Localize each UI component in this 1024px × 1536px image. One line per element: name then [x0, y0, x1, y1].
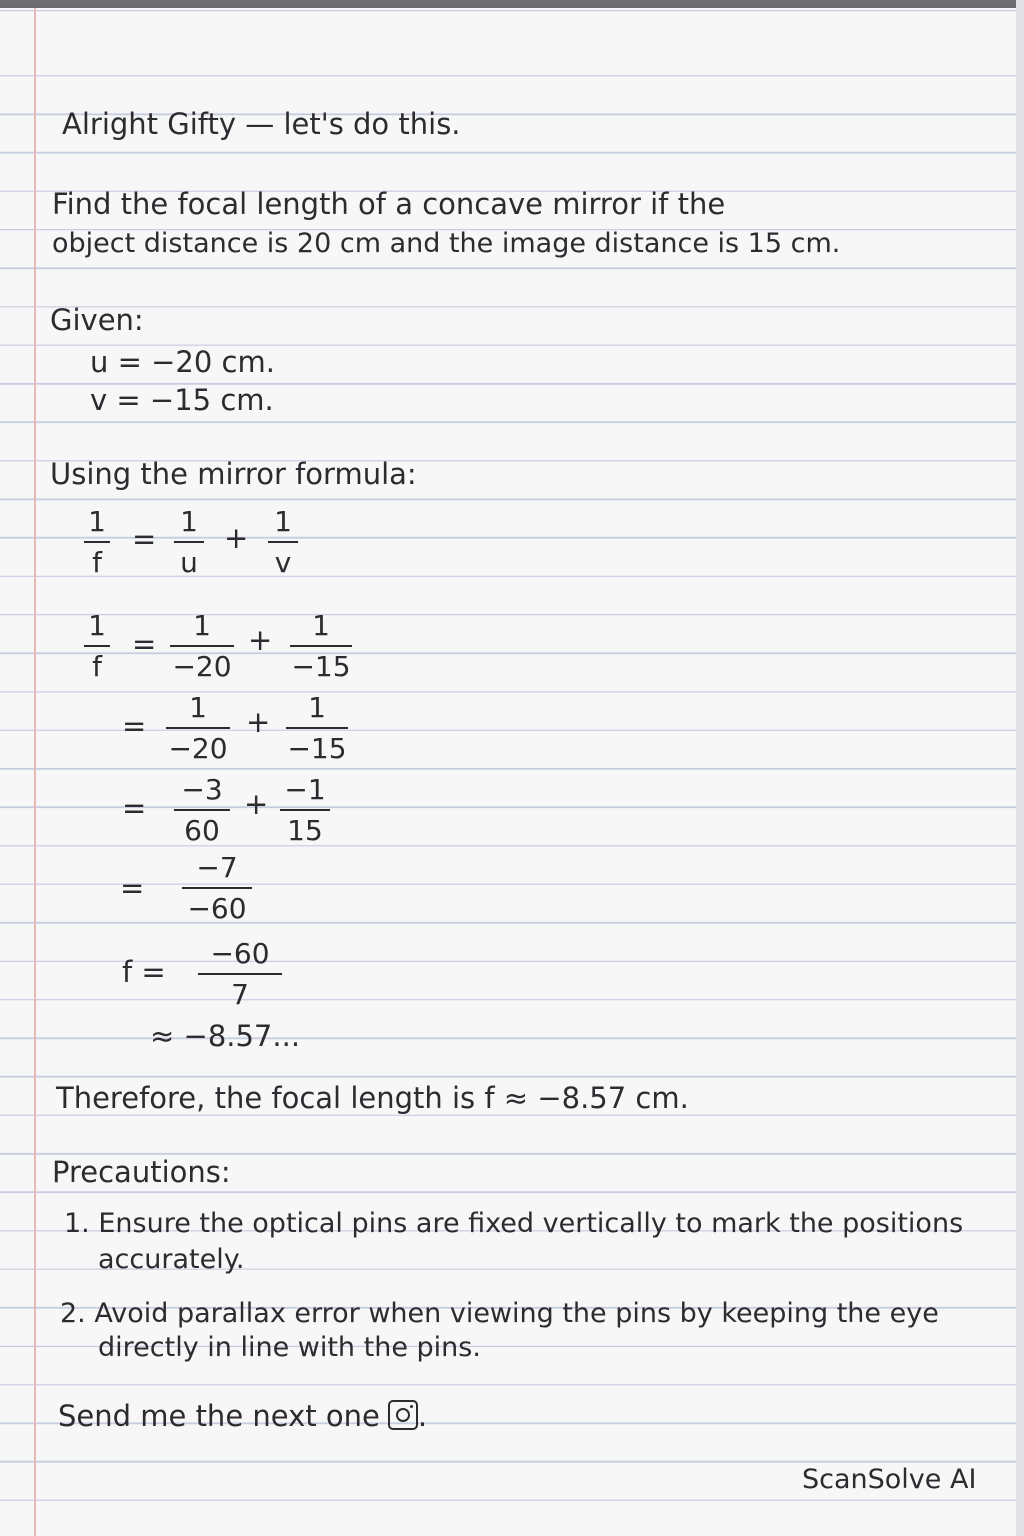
denominator: −60	[187, 892, 247, 925]
fraction-bar	[286, 727, 348, 729]
denominator: −15	[291, 650, 351, 683]
fraction-bar	[170, 645, 234, 647]
fraction-bar	[84, 541, 110, 543]
denominator: 7	[231, 978, 249, 1011]
numerator: 1	[312, 609, 330, 642]
plus-sign: +	[246, 705, 271, 739]
denominator: f	[92, 650, 102, 683]
equals-sign: =	[120, 871, 145, 905]
closing-text: Send me the next one	[58, 1399, 380, 1433]
numerator: −7	[196, 851, 238, 884]
given-u: u = −20 cm.	[90, 345, 275, 379]
numerator: 1	[189, 691, 207, 724]
fraction-bar	[268, 541, 298, 543]
camera-icon	[388, 1400, 418, 1430]
step2-fraction-2	[286, 691, 348, 765]
approx-value: ≈ −8.57...	[150, 1019, 301, 1053]
numerator: 1	[308, 691, 326, 724]
denominator: 60	[184, 814, 220, 847]
denominator: −20	[172, 650, 232, 683]
equals-sign: =	[132, 522, 157, 556]
greeting: Alright Gifty — let's do this.	[62, 107, 461, 141]
denominator: f	[92, 546, 102, 579]
page-edge	[1016, 0, 1024, 1536]
plus-sign: +	[248, 623, 273, 657]
margin-line	[34, 8, 36, 1536]
numerator: 1	[193, 609, 211, 642]
fraction-bar	[166, 727, 230, 729]
precaution-1-line-1: 1. Ensure the optical pins are fixed vertically to mark the positions	[64, 1208, 964, 1239]
plus-sign: +	[244, 787, 269, 821]
step1-fraction-2	[290, 609, 352, 683]
step1-fraction-1	[170, 609, 234, 683]
fraction-bar	[174, 541, 204, 543]
given-v: v = −15 cm.	[90, 383, 274, 417]
step4-fraction	[182, 851, 252, 925]
numerator: −1	[284, 773, 326, 806]
formula-v-fraction	[268, 505, 298, 579]
fraction-bar	[182, 887, 252, 889]
precaution-1-line-2: accurately.	[98, 1244, 245, 1275]
fraction-bar	[174, 809, 230, 811]
top-border	[0, 0, 1024, 8]
step1-lhs-fraction	[84, 609, 110, 683]
fraction-bar	[290, 645, 352, 647]
numerator: 1	[88, 609, 106, 642]
denominator: v	[274, 546, 292, 579]
denominator: u	[180, 546, 198, 579]
equals-sign: =	[122, 709, 147, 743]
fraction-bar	[84, 645, 110, 647]
denominator: 15	[287, 814, 323, 847]
step3-fraction-1	[174, 773, 230, 847]
plus-sign: +	[224, 521, 249, 555]
numerator: 1	[274, 505, 292, 538]
formula-lhs-fraction	[84, 505, 110, 579]
precaution-2-line-2: directly in line with the pins.	[98, 1332, 481, 1363]
equals-sign: =	[132, 627, 157, 661]
step2-fraction-1	[166, 691, 230, 765]
numerator: 1	[88, 505, 106, 538]
given-heading: Given:	[50, 303, 144, 337]
step3-fraction-2	[280, 773, 330, 847]
numerator: 1	[180, 505, 198, 538]
question-line-2: object distance is 20 cm and the image distance is 15 cm.	[52, 228, 841, 259]
equals-sign: =	[122, 791, 147, 825]
numerator: −60	[210, 937, 270, 970]
formula-heading: Using the mirror formula:	[50, 457, 417, 491]
closing-line	[58, 1400, 427, 1431]
fraction-bar	[280, 809, 330, 811]
conclusion: Therefore, the focal length is f ≈ −8.57 cm.	[56, 1081, 689, 1115]
closing-period: .	[417, 1399, 428, 1433]
f-equals: f =	[122, 955, 166, 989]
question-line-1: Find the focal length of a concave mirror if the	[52, 187, 726, 221]
precautions-heading: Precautions:	[52, 1155, 231, 1189]
fraction-bar	[198, 973, 282, 975]
denominator: −20	[168, 732, 228, 765]
signature: ScanSolve AI	[802, 1464, 977, 1495]
step5-fraction	[198, 937, 282, 1011]
formula-u-fraction	[174, 505, 204, 579]
denominator: −15	[287, 732, 347, 765]
precaution-2-line-1: 2. Avoid parallax error when viewing the pins by keeping the eye	[60, 1298, 939, 1329]
numerator: −3	[181, 773, 223, 806]
